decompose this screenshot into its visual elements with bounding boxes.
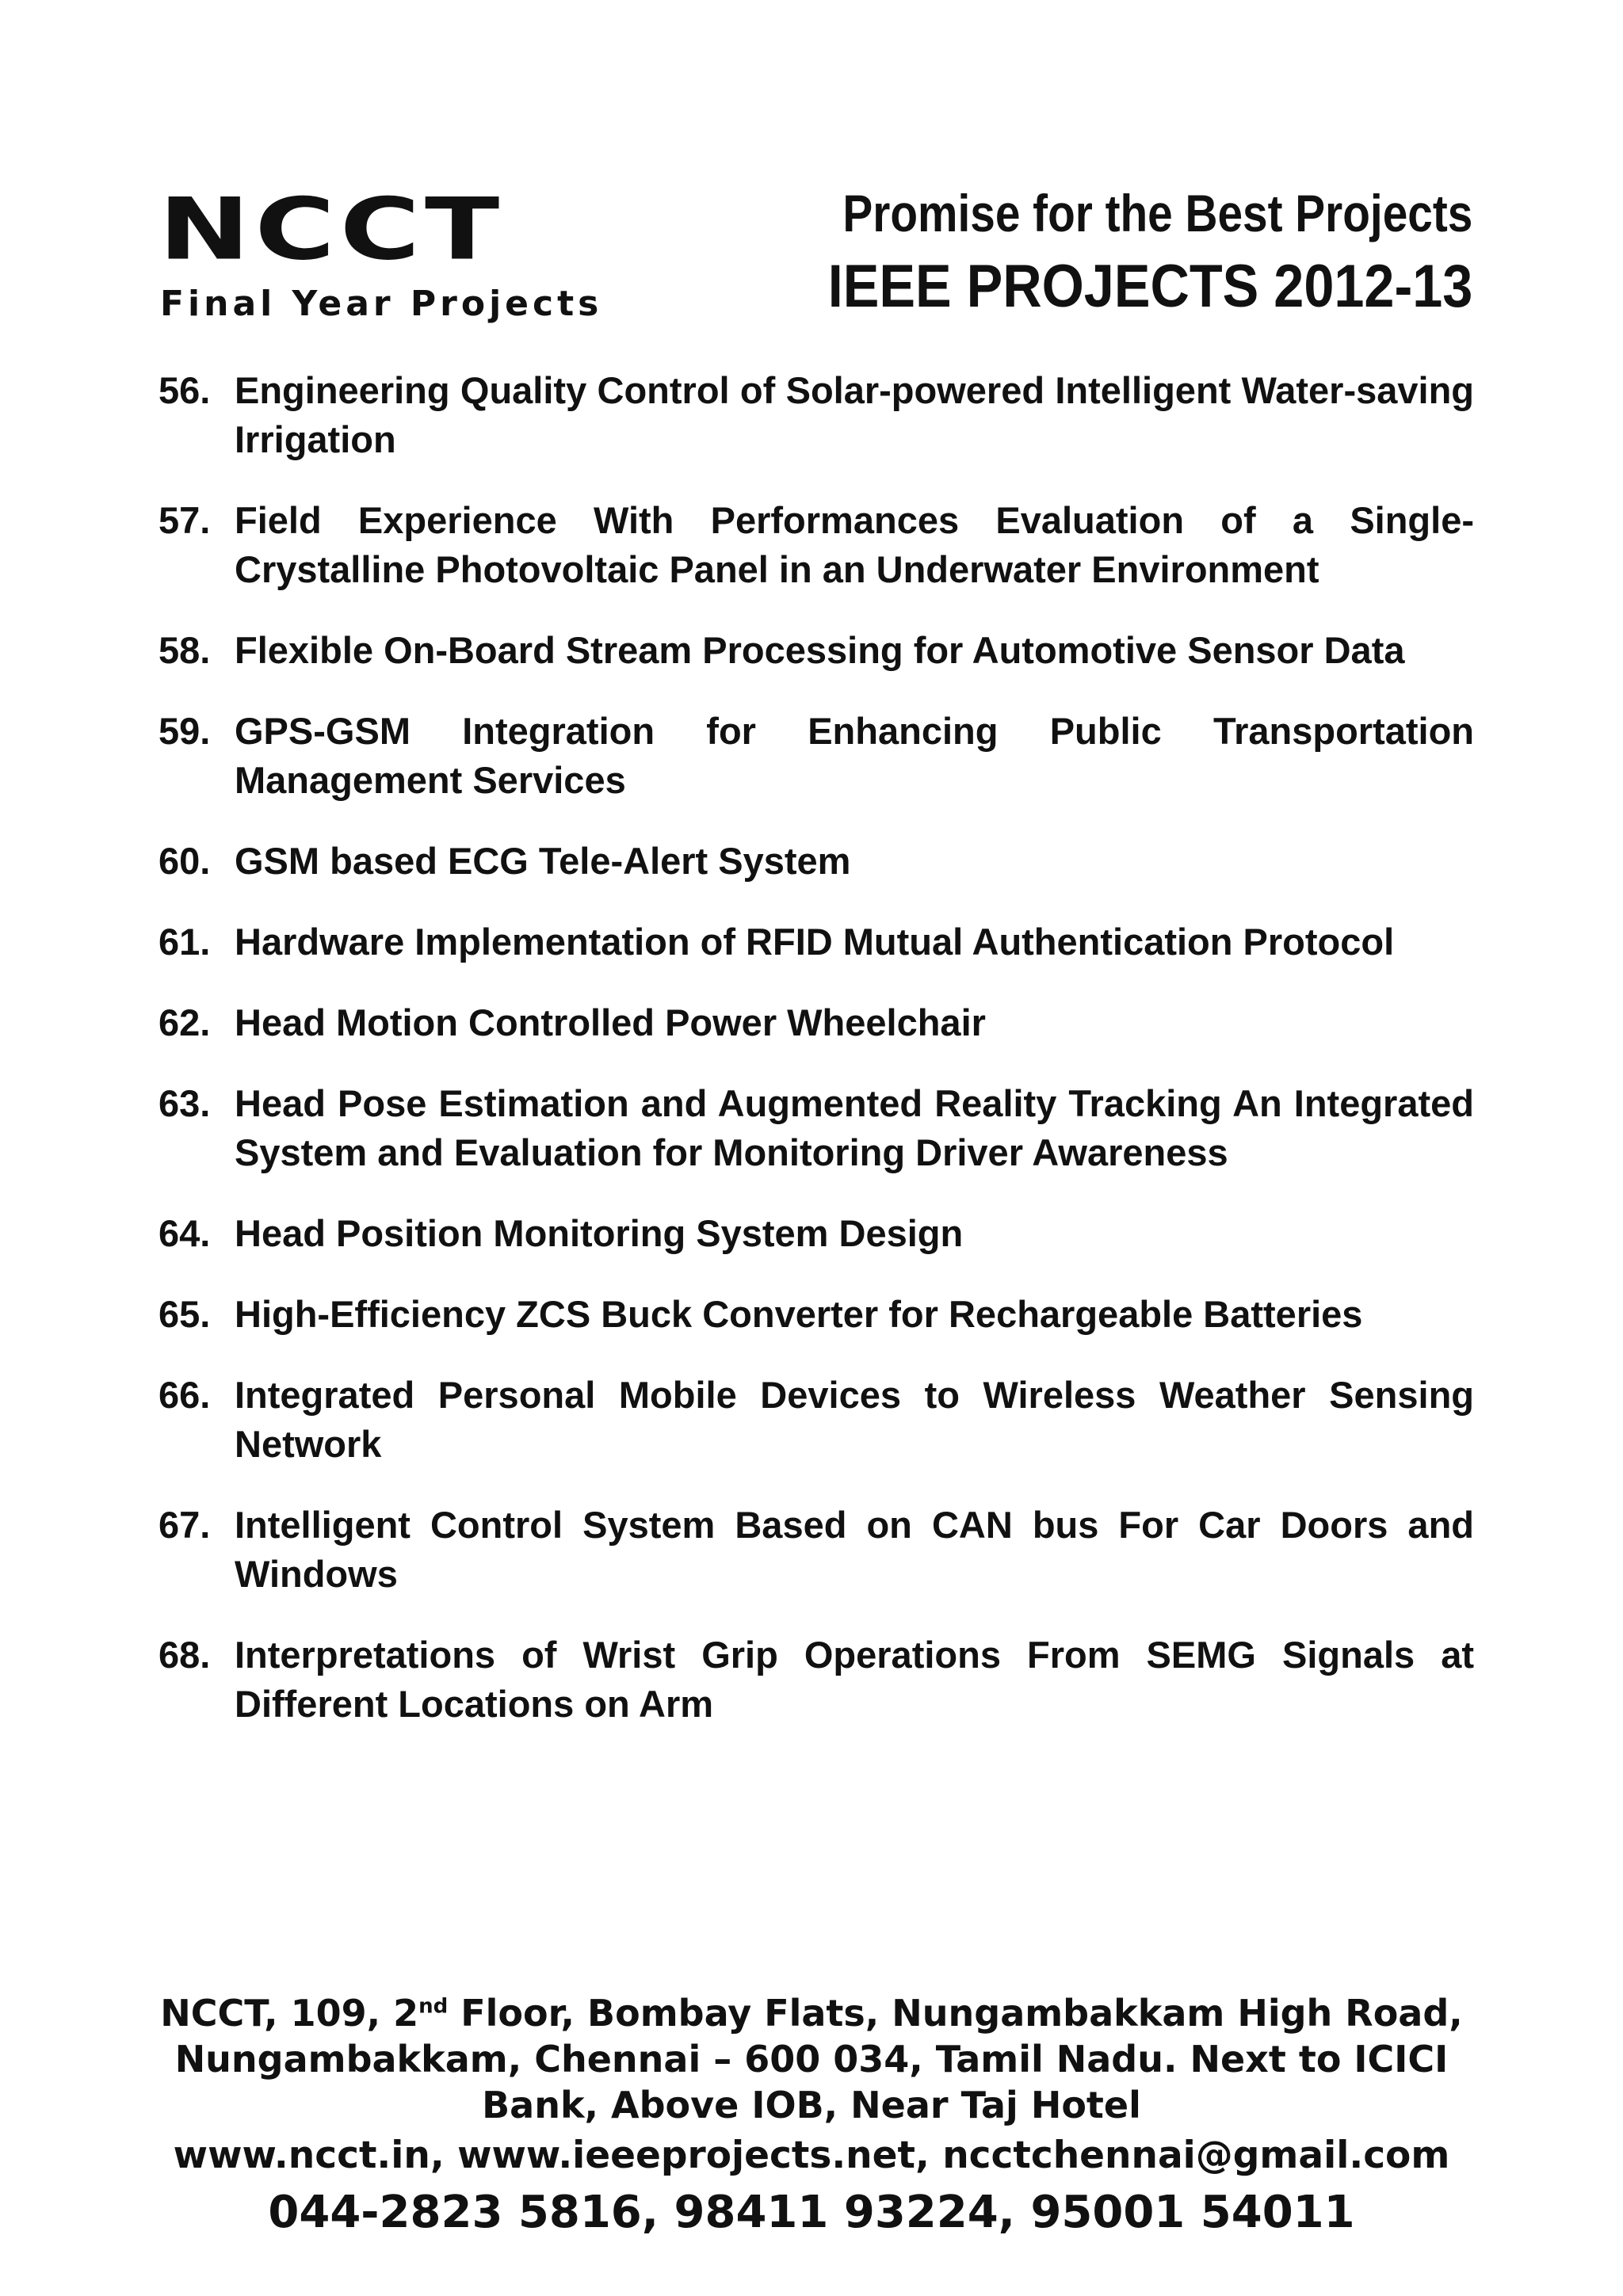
project-title: GPS-GSM Integration for Enhancing Public Transportation Management Services bbox=[235, 710, 1474, 801]
project-number: 67. bbox=[158, 1504, 211, 1546]
tagline-ieee-projects: IEEE PROJECTS 2012-13 bbox=[827, 253, 1472, 320]
page-header bbox=[0, 0, 1623, 349]
logo-wordmark: NCCT bbox=[158, 179, 505, 280]
office-address bbox=[127, 1990, 1496, 2128]
project-list bbox=[158, 366, 1474, 1760]
project-title: Interpretations of Wrist Grip Operations From SEMG Signals at Different Locations on Arm bbox=[235, 1634, 1474, 1725]
header-tagline bbox=[740, 184, 1472, 320]
list-item bbox=[158, 1209, 1474, 1258]
project-title: Intelligent Control System Based on CAN bus For Car Doors and Windows bbox=[235, 1504, 1474, 1595]
list-item bbox=[158, 917, 1474, 967]
project-number: 68. bbox=[158, 1634, 211, 1676]
project-title: Field Experience With Performances Evaluation of a Single-Crystalline Photovoltaic Panel in an Underwater Environment bbox=[235, 499, 1474, 590]
project-number: 58. bbox=[158, 629, 211, 671]
project-number: 62. bbox=[158, 1001, 211, 1043]
contact-footer bbox=[127, 1990, 1496, 2241]
project-title: Integrated Personal Mobile Devices to Wireless Weather Sensing Network bbox=[235, 1374, 1474, 1465]
project-title: Head Position Monitoring System Design bbox=[235, 1212, 964, 1254]
list-item bbox=[158, 366, 1474, 464]
website-email-line: www.ncct.in, www.ieeeprojects.net, ncctchennai@gmail.com bbox=[173, 2134, 1450, 2177]
project-number: 60. bbox=[158, 840, 211, 882]
tagline-promise: Promise for the Best Projects bbox=[842, 184, 1472, 242]
project-number: 64. bbox=[158, 1212, 211, 1254]
project-title: Engineering Quality Control of Solar-powered Intelligent Water-saving Irrigation bbox=[235, 369, 1474, 460]
project-title: High-Efficiency ZCS Buck Converter for Rechargeable Batteries bbox=[235, 1293, 1363, 1335]
list-item bbox=[158, 837, 1474, 886]
address-ordinal-suffix: nd bbox=[418, 1994, 449, 2019]
project-title: Flexible On-Board Stream Processing for Automotive Sensor Data bbox=[235, 629, 1405, 671]
list-item bbox=[158, 1501, 1474, 1599]
project-number: 56. bbox=[158, 369, 211, 411]
project-title: Hardware Implementation of RFID Mutual Authentication Protocol bbox=[235, 921, 1395, 963]
project-number: 63. bbox=[158, 1082, 211, 1124]
project-title: GSM based ECG Tele-Alert System bbox=[235, 840, 851, 882]
list-item bbox=[158, 1079, 1474, 1177]
address-start: NCCT, 109, 2 bbox=[160, 1992, 419, 2035]
phone-numbers: 044-2823 5816, 98411 93224, 95001 54011 bbox=[268, 2187, 1355, 2238]
project-number: 57. bbox=[158, 499, 211, 541]
list-item bbox=[158, 496, 1474, 594]
list-item bbox=[158, 626, 1474, 675]
list-item bbox=[158, 1290, 1474, 1339]
project-number: 65. bbox=[158, 1293, 211, 1335]
project-title: Head Pose Estimation and Augmented Reality Tracking An Integrated System and Evaluation for Monitoring Driver Awareness bbox=[235, 1082, 1474, 1173]
project-number: 61. bbox=[158, 921, 211, 963]
logo-subtitle: Final Year Projects bbox=[160, 284, 603, 324]
list-item bbox=[158, 1630, 1474, 1729]
project-title: Head Motion Controlled Power Wheelchair bbox=[235, 1001, 986, 1043]
project-number: 66. bbox=[158, 1374, 211, 1416]
ncct-logo bbox=[158, 179, 603, 324]
list-item bbox=[158, 1371, 1474, 1469]
list-item bbox=[158, 998, 1474, 1047]
list-item bbox=[158, 707, 1474, 805]
address-rest: Floor, Bombay Flats, Nungambakkam High Road, Nungambakkam, Chennai – 600 034, Tamil Nadu. Next to ICICI Bank, Above IOB, Near Taj Hotel bbox=[174, 1992, 1463, 2126]
project-number: 59. bbox=[158, 710, 211, 752]
